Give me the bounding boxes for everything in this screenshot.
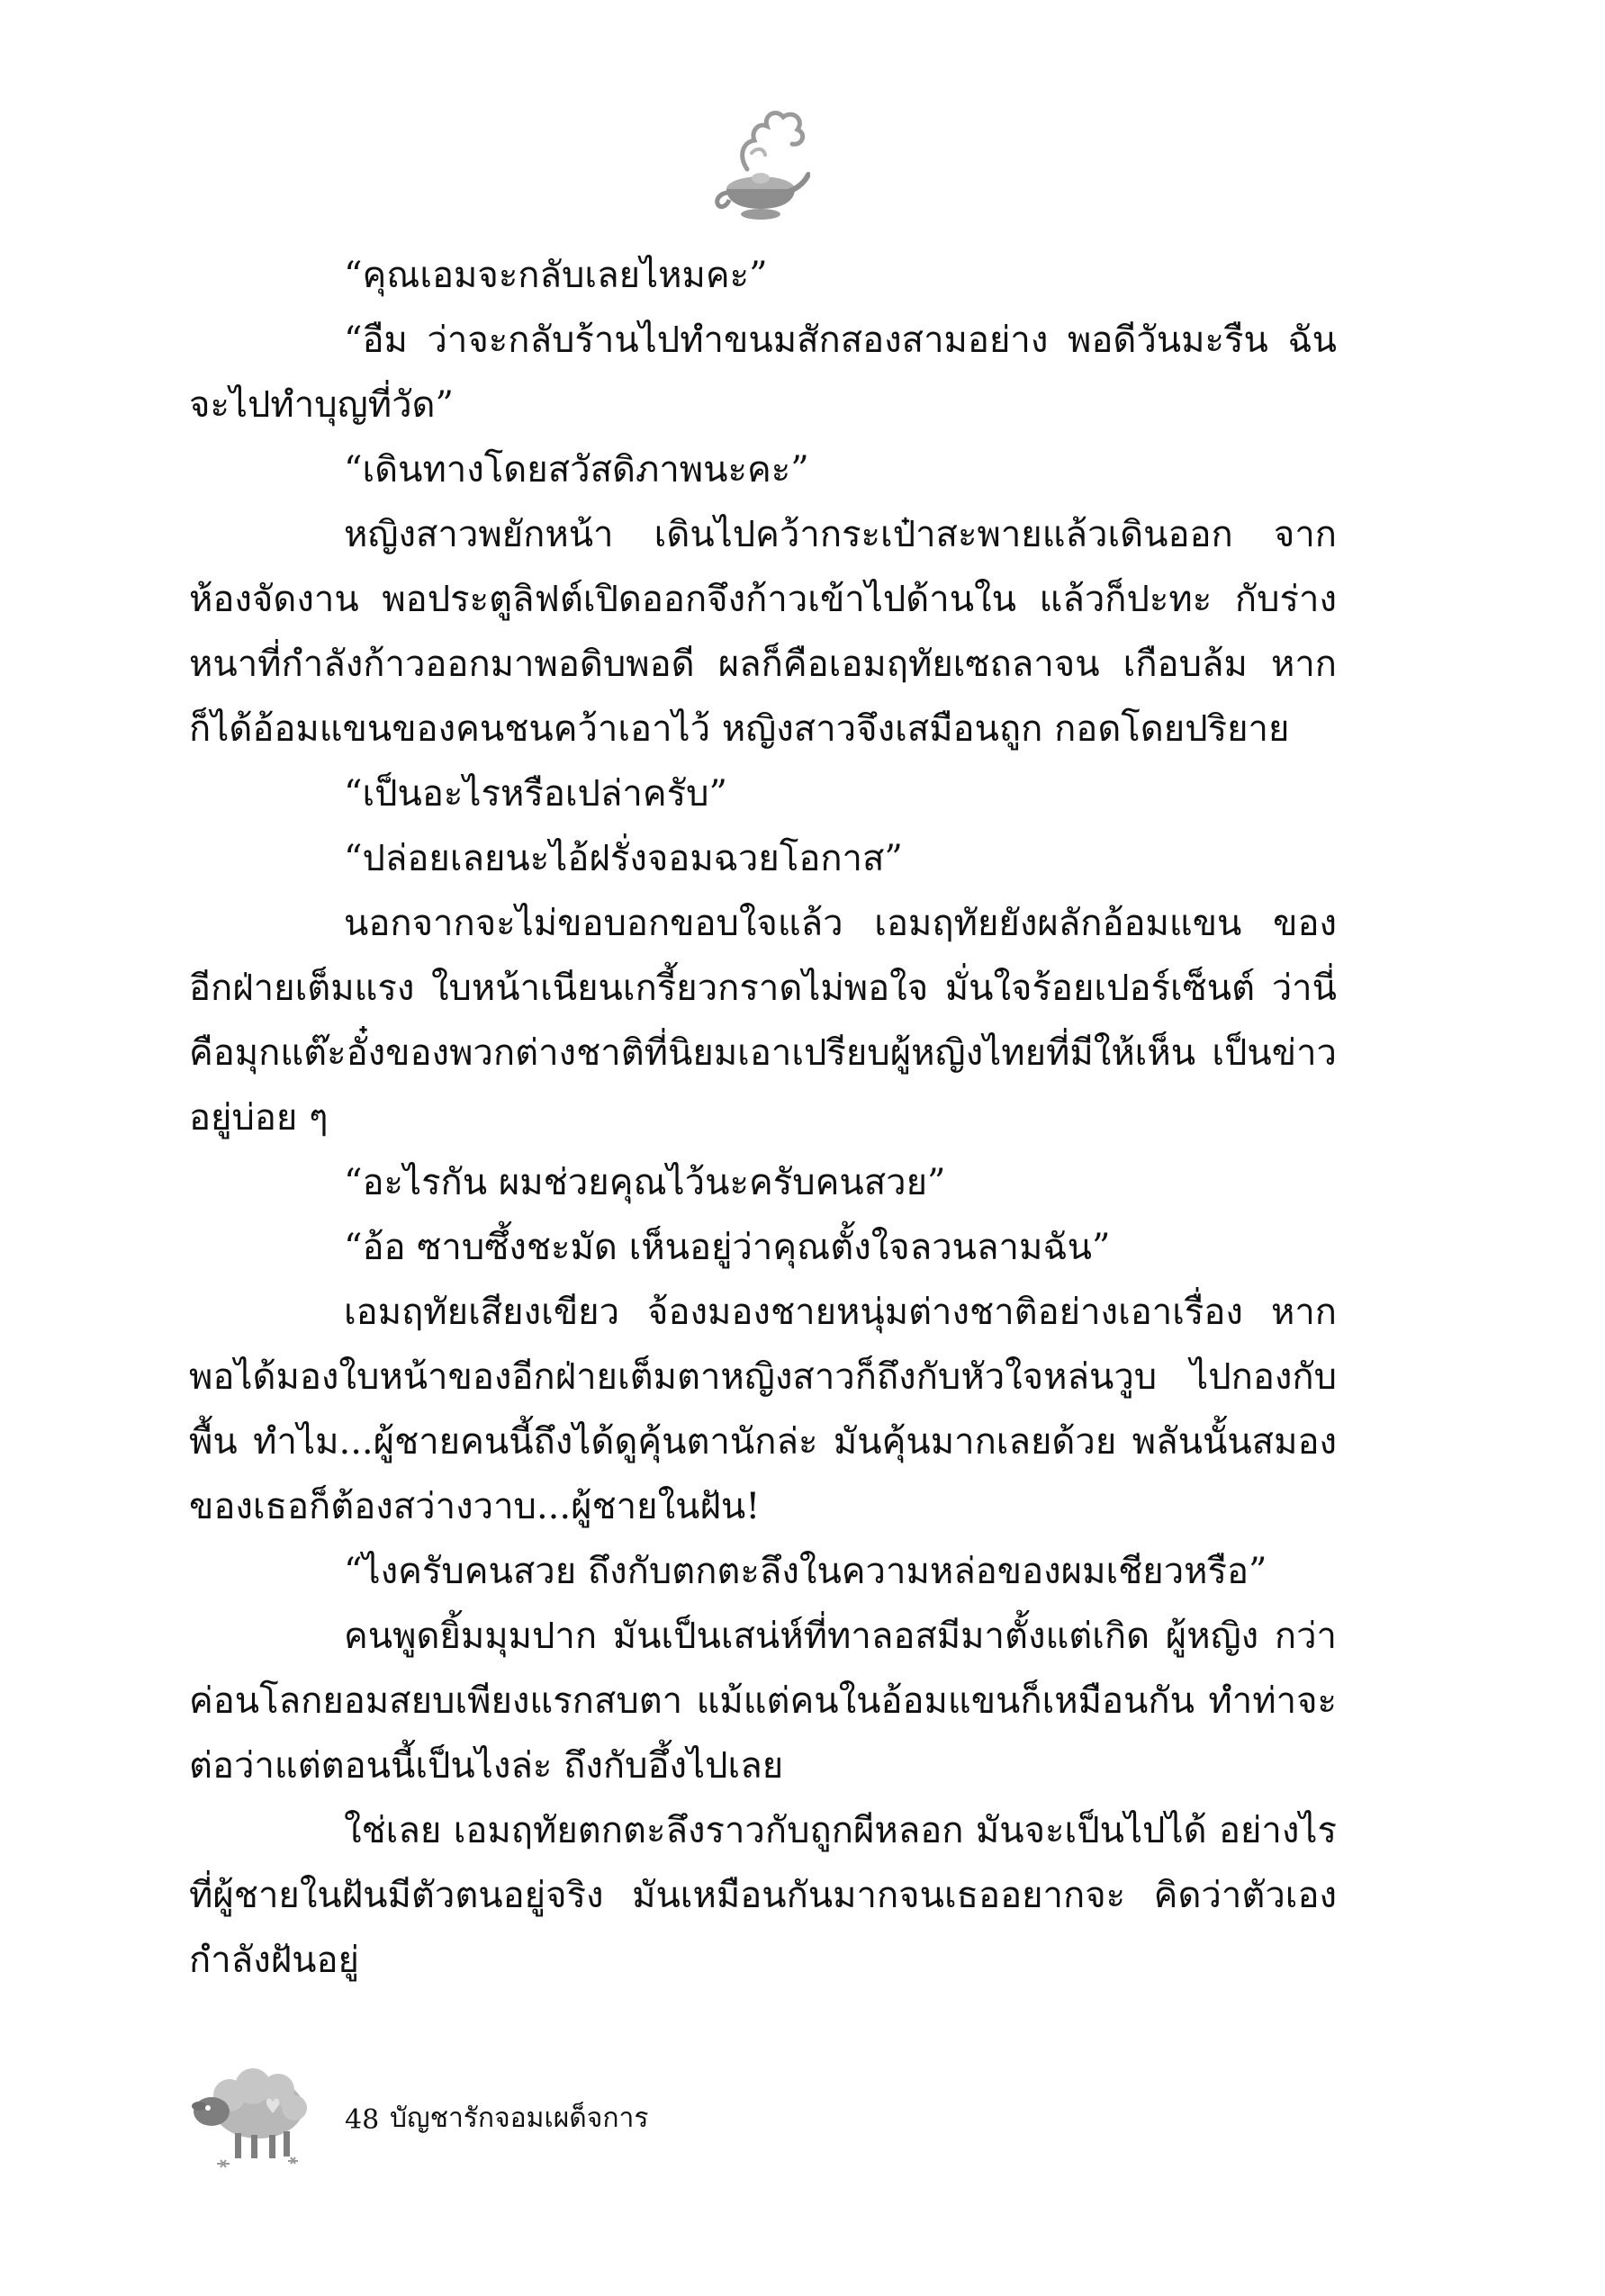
- paragraph: “เดินทางโดยสวัสดิภาพนะคะ”: [344, 449, 809, 491]
- paragraph: ใช่เลย เอมฤทัยตกตะลึงราวกับถูกผีหลอก มันจะเป็นไปได้ อย่างไรที่ผู้ชายในฝันมีตัวตนอยู่จริง มันเหมือนกันมากจนเธออยากจะ คิดว่าตัวเองกำลังฝันอยู่: [189, 1810, 1337, 1981]
- paragraph: “อะไรกัน ผมช่วยคุณไว้นะครับคนสวย”: [344, 1162, 946, 1203]
- paragraph: หญิงสาวพยักหน้า เดินไปคว้ากระเป๋าสะพายแล้วเดินออก จากห้องจัดงาน พอประตูลิฟต์เปิดออกจึงก้าวเข้าไปด้านใน แล้วก็ปะทะ กับร่างหนาที่กำลังก้าวออกมาพอดิบพอดี ผลก็คือเอมฤทัยเซถลาจน เกือบล้ม หากก็ได้อ้อมแขนของคนชนคว้าเอาไว้ หญิงสาวจึงเสมือนถูก กอดโดยปริยาย: [189, 514, 1337, 750]
- paragraph: “เป็นอะไรหรือเปล่าครับ”: [344, 773, 727, 815]
- paragraph: “ปล่อยเลยนะไอ้ฝรั่งจอมฉวยโอกาส”: [344, 838, 903, 879]
- paragraph: เอมฤทัยเสียงเขียว จ้องมองชายหนุ่มต่างชาติอย่างเอาเรื่อง หากพอได้มองใบหน้าของอีกฝ่ายเต็มตาหญิงสาวก็ถึงกับหัวใจหล่นวูบ ไปกองกับพื้น ทำไม...ผู้ชายคนนี้ถึงได้ดูคุ้นตานักล่ะ มันคุ้นมากเลยด้วย พลันนั้นสมองของเธอก็ต้องสว่างวาบ...ผู้ชายในฝัน!: [189, 1292, 1337, 1527]
- paragraph: “อ้อ ซาบซึ้งชะมัด เห็นอยู่ว่าคุณตั้งใจลวนลามฉัน”: [344, 1227, 1111, 1268]
- page-number: 48: [345, 2104, 380, 2136]
- paragraph: “ไงครับคนสวย ถึงกับตกตะลึงในความหล่อของผมเชียวหรือ”: [344, 1551, 1267, 1592]
- sheep-icon: [185, 2052, 320, 2178]
- genie-lamp-icon: [711, 106, 810, 223]
- paragraph: “คุณเอมจะกลับเลยไหมคะ”: [344, 255, 768, 296]
- page-body: [189, 243, 1337, 2061]
- paragraph: คนพูดยิ้มมุมปาก มันเป็นเสน่ห์ที่ทาลอสมีมาตั้งแต่เกิด ผู้หญิง กว่าค่อนโลกยอมสยบเพียงแรกสบตา แม้แต่คนในอ้อมแขนก็เหมือนกัน ทำท่าจะต่อว่าแต่ตอนนี้เป็นไงล่ะ ถึงกับอึ้งไปเลย: [189, 1616, 1337, 1787]
- paragraph: “อืม ว่าจะกลับร้านไปทำขนมสักสองสามอย่าง พอดีวันมะรืน ฉันจะไปทำบุญที่วัด”: [189, 320, 1337, 426]
- book-title: บัญชารักจอมเผด็จการ: [390, 2102, 649, 2134]
- paragraph: นอกจากจะไม่ขอบอกขอบใจแล้ว เอมฤทัยยังผลักอ้อมแขน ของอีกฝ่ายเต็มแรง ใบหน้าเนียนเกรี้ยวกราดไม่พอใจ มั่นใจร้อยเปอร์เซ็นต์ ว่านี่คือมุกแต๊ะอั๋งของพวกต่างชาติที่นิยมเอาเปรียบผู้หญิงไทยที่มีให้เห็น เป็นข่าวอยู่บ่อย ๆ: [189, 903, 1337, 1139]
- page-footer: [185, 2052, 815, 2187]
